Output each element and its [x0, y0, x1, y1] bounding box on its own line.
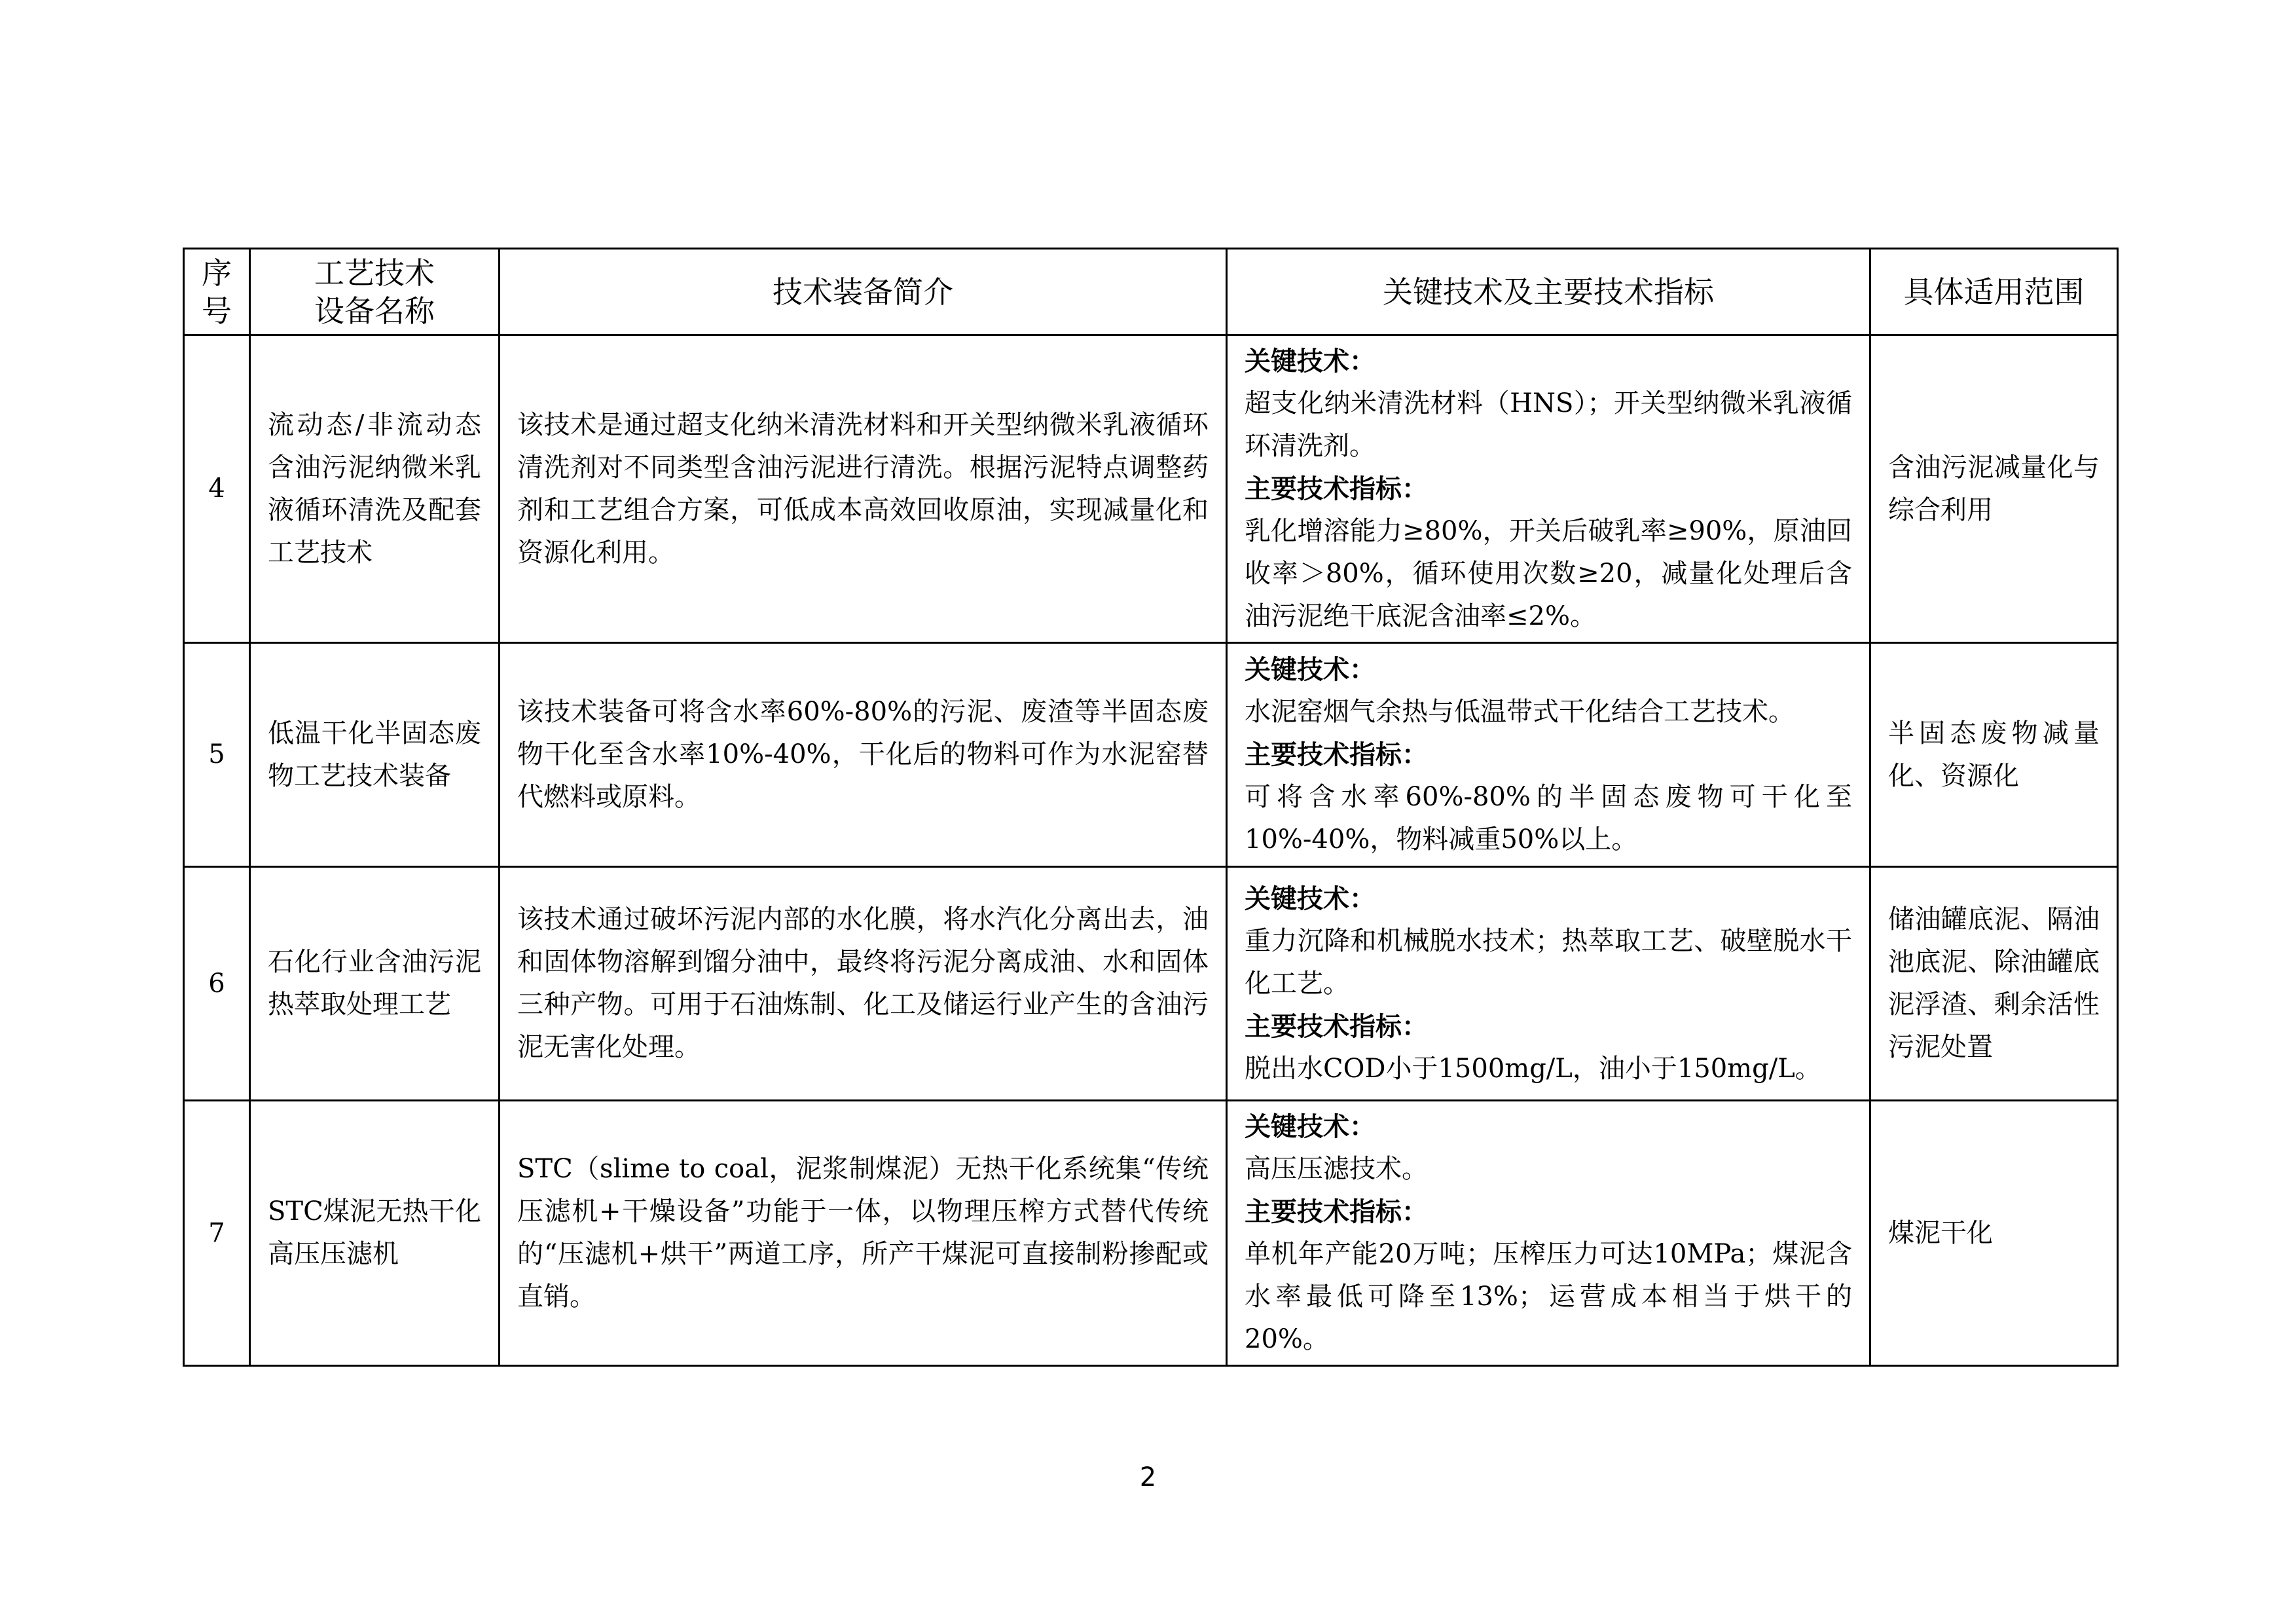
index-text: 可将含水率60%-80%的半固态废物可干化至10%-40%，物料减重50%以上。: [1245, 782, 1852, 855]
row-range: 储油罐底泥、隔油池底泥、除油罐底泥浮渣、剩余活性污泥处置: [1870, 867, 2118, 1101]
index-label: 主要技术指标：: [1245, 1196, 1428, 1227]
index-text: 脱出水COD小于1500mg/L，油小于150mg/L。: [1245, 1053, 1821, 1084]
row-name: 石化行业含油污泥热萃取处理工艺: [250, 867, 500, 1101]
key-tech-label: 关键技术：: [1245, 1111, 1376, 1142]
table-header-row: [184, 249, 2118, 335]
row-intro: 该技术装备可将含水率60%-80%的污泥、废渣等半固态废物干化至含水率10%-40%，干化后的物料可作为水泥窑替代燃料或原料。: [500, 643, 1227, 867]
key-tech-text: 高压压滤技术。: [1245, 1154, 1428, 1184]
row-number: 5: [184, 643, 250, 867]
key-tech-text: 超支化纳米清洗材料（HNS）；开关型纳微米乳液循环清洗剂。: [1245, 388, 1852, 461]
header-intro: 技术装备简介: [500, 249, 1227, 335]
row-number: 4: [184, 335, 250, 643]
header-no: 序 号: [184, 249, 250, 335]
key-tech-label: 关键技术：: [1245, 654, 1376, 685]
row-key-tech: [1227, 867, 1870, 1101]
index-label: 主要技术指标：: [1245, 1010, 1428, 1042]
page-number: 2: [1139, 1462, 1157, 1492]
row-name: 低温干化半固态废物工艺技术装备: [250, 643, 500, 867]
key-tech-label: 关键技术：: [1245, 883, 1376, 914]
index-label: 主要技术指标：: [1245, 739, 1428, 770]
row-name: 流动态/非流动态含油污泥纳微米乳液循环清洗及配套工艺技术: [250, 335, 500, 643]
row-key-tech: [1227, 335, 1870, 643]
row-name: STC煤泥无热干化高压压滤机: [250, 1101, 500, 1366]
header-key: 关键技术及主要技术指标: [1227, 249, 1870, 335]
index-text: 单机年产能20万吨；压榨压力可达10MPa；煤泥含水率最低可降至13%；运营成本相当于烘干的20%。: [1245, 1239, 1852, 1354]
technology-table: [183, 248, 2119, 1367]
row-key-tech: [1227, 643, 1870, 867]
key-tech-text: 重力沉降和机械脱水技术；热萃取工艺、破壁脱水干化工艺。: [1245, 925, 1852, 999]
row-number: 6: [184, 867, 250, 1101]
header-range: 具体适用范围: [1870, 249, 2118, 335]
row-range: 煤泥干化: [1870, 1101, 2118, 1366]
row-range: 含油污泥减量化与综合利用: [1870, 335, 2118, 643]
index-text: 乳化增溶能力≥80%，开关后破乳率≥90%，原油回收率＞80%，循环使用次数≥20，减量化处理后含油污泥绝干底泥含油率≤2%。: [1245, 516, 1852, 631]
table-row: [184, 643, 2118, 867]
header-name: 工艺技术 设备名称: [250, 249, 500, 335]
index-label: 主要技术指标：: [1245, 473, 1428, 504]
row-range: 半固态废物减量化、资源化: [1870, 643, 2118, 867]
key-tech-label: 关键技术：: [1245, 346, 1376, 377]
key-tech-text: 水泥窑烟气余热与低温带式干化结合工艺技术。: [1245, 697, 1795, 727]
table-row: [184, 335, 2118, 643]
row-number: 7: [184, 1101, 250, 1366]
row-intro: 该技术是通过超支化纳米清洗材料和开关型纳微米乳液循环清洗剂对不同类型含油污泥进行清洗。根据污泥特点调整药剂和工艺组合方案，可低成本高效回收原油，实现减量化和资源化利用。: [500, 335, 1227, 643]
table-row: [184, 867, 2118, 1101]
row-intro: STC（slime to coal，泥浆制煤泥）无热干化系统集“传统压滤机+干燥设备”功能于一体，以物理压榨方式替代传统的“压滤机+烘干”两道工序，所产干煤泥可直接制粉掺配或直销。: [500, 1101, 1227, 1366]
table-row: [184, 1101, 2118, 1366]
row-key-tech: [1227, 1101, 1870, 1366]
row-intro: 该技术通过破坏污泥内部的水化膜，将水汽化分离出去，油和固体物溶解到馏分油中，最终将污泥分离成油、水和固体三种产物。可用于石油炼制、化工及储运行业产生的含油污泥无害化处理。: [500, 867, 1227, 1101]
